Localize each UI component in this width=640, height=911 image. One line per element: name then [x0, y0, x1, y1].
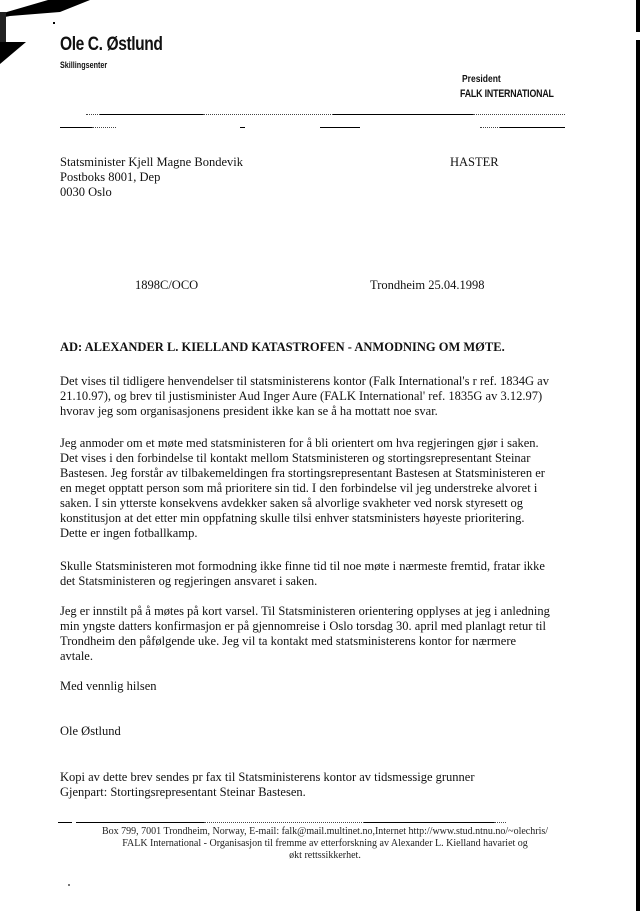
- cc-note: Gjenpart: Stortingsrepresentant Steinar Bastesen.: [60, 785, 306, 799]
- header-rule-dots: [480, 127, 500, 128]
- body-paragraph-3-line: det Statsministeren og regjeringen ansvaret i saken.: [60, 574, 318, 588]
- body-paragraph-2-line: Det vises i den forbindelse til kontakt mellom Statsministeren og stortingsrepresentant Steinar: [60, 451, 531, 465]
- scan-speck: [68, 884, 70, 886]
- body-paragraph-2-line: Bastesen. Jeg forstår av tilbakemeldingen fra stortingsrepresentant Bastesen at Statsministeren er: [60, 466, 545, 480]
- recipient-address: Postboks 8001, Dep: [60, 170, 161, 184]
- body-paragraph-2-line: Dette er ingen fotballkamp.: [60, 526, 198, 540]
- body-paragraph-3-line: Skulle Statsministeren mot formodning ikke finne tid til noe møte i nærmeste fremtid, fratar ikke: [60, 559, 545, 573]
- letterhead-president-label: President: [462, 74, 501, 85]
- recipient-name: Statsminister Kjell Magne Bondevik: [60, 155, 243, 169]
- signature: Ole Østlund: [60, 724, 121, 738]
- reference-number: 1898C/OCO: [135, 278, 199, 292]
- body-paragraph-2-line: en meget opptatt person som må prioritere sin tid. I den forbindelse vil jeg understreke alvoret i: [60, 481, 538, 495]
- header-rule-dots: [473, 114, 565, 115]
- body-paragraph-1-line: 21.10.97), og brev til justisminister Aud Inger Aure (FALK International' ref. 1835G av 3.12.97): [60, 389, 543, 403]
- scan-edge-bar: [636, 0, 640, 911]
- header-rule: [320, 127, 360, 128]
- subject-line: AD: ALEXANDER L. KIELLAND KATASTROFEN - ANMODNING OM MØTE.: [60, 340, 505, 354]
- header-rule-dots: [203, 114, 333, 115]
- footer-rule: [58, 822, 72, 823]
- body-paragraph-4-line: min yngste datters konfirmasjon er på gjennomreise i Oslo torsdag 30. april med planlagt retur til: [60, 619, 546, 633]
- header-rule: [240, 127, 245, 128]
- copy-note: Kopi av dette brev sendes pr fax til Statsministerens kontor av tidsmessige grunner: [60, 770, 475, 784]
- body-paragraph-1-line: hvorav jeg som organisasjonens president ikke kan se å ha mottatt noe svar.: [60, 404, 438, 418]
- header-rule: [500, 127, 565, 128]
- closing: Med vennlig hilsen: [60, 679, 157, 693]
- header-rule: [100, 114, 203, 115]
- footer-purpose: økt rettssikkerhet.: [289, 850, 361, 861]
- scan-edge-gap: [634, 32, 640, 40]
- header-rule-dots: [92, 127, 116, 128]
- body-paragraph-2-line: konstitusjon at det etter min oppfatning skulle tilsi enhver statsministers høyeste prioritering.: [60, 511, 525, 525]
- body-paragraph-2-line: saken. I sin ytterste konsekvens avdekker saken så alvorlige svakheter ved norsk styresett og: [60, 496, 524, 510]
- body-paragraph-4-line: Trondheim den påfølgende uke. Jeg vil ta kontakt med statsministerens kontor for nærmere: [60, 634, 517, 648]
- header-rule: [333, 114, 473, 115]
- footer-rule-dots: [494, 822, 506, 823]
- footer-organization: FALK International - Organisasjon til fremme av etterforskning av Alexander L. Kielland havariet og: [122, 838, 528, 849]
- body-paragraph-4-line: avtale.: [60, 649, 93, 663]
- footer-rule: [364, 822, 494, 823]
- recipient-postcode: 0030 Oslo: [60, 185, 112, 199]
- place-date: Trondheim 25.04.1998: [370, 278, 485, 292]
- header-rule: [60, 127, 92, 128]
- priority-label: HASTER: [450, 155, 499, 169]
- footer-contact: Box 799, 7001 Trondheim, Norway, E-mail: falk@mail.multinet.no,Internet http://www.stud.ntnu.no/~olechris/: [101, 826, 549, 837]
- footer-rule: [76, 822, 204, 823]
- body-paragraph-2-line: Jeg anmoder om et møte med statsministeren for å bli orientert om hva regjeringen gjør i saken.: [60, 436, 539, 450]
- letterhead-organization: FALK INTERNATIONAL: [460, 88, 554, 100]
- footer-rule-dots: [204, 822, 364, 823]
- body-paragraph-4-line: Jeg er innstilt på å møtes på kort varsel. Til Statsministeren orientering opplyses at jeg i anledning: [60, 604, 550, 618]
- letterhead-name: Ole C. Østlund: [60, 34, 163, 55]
- header-rule-dots: [86, 114, 100, 115]
- body-paragraph-1-line: Det vises til tidligere henvendelser til statsministerens kontor (Falk International's r ref. 1834G av: [60, 374, 549, 388]
- letterhead-title: Skillingsenter: [60, 60, 108, 70]
